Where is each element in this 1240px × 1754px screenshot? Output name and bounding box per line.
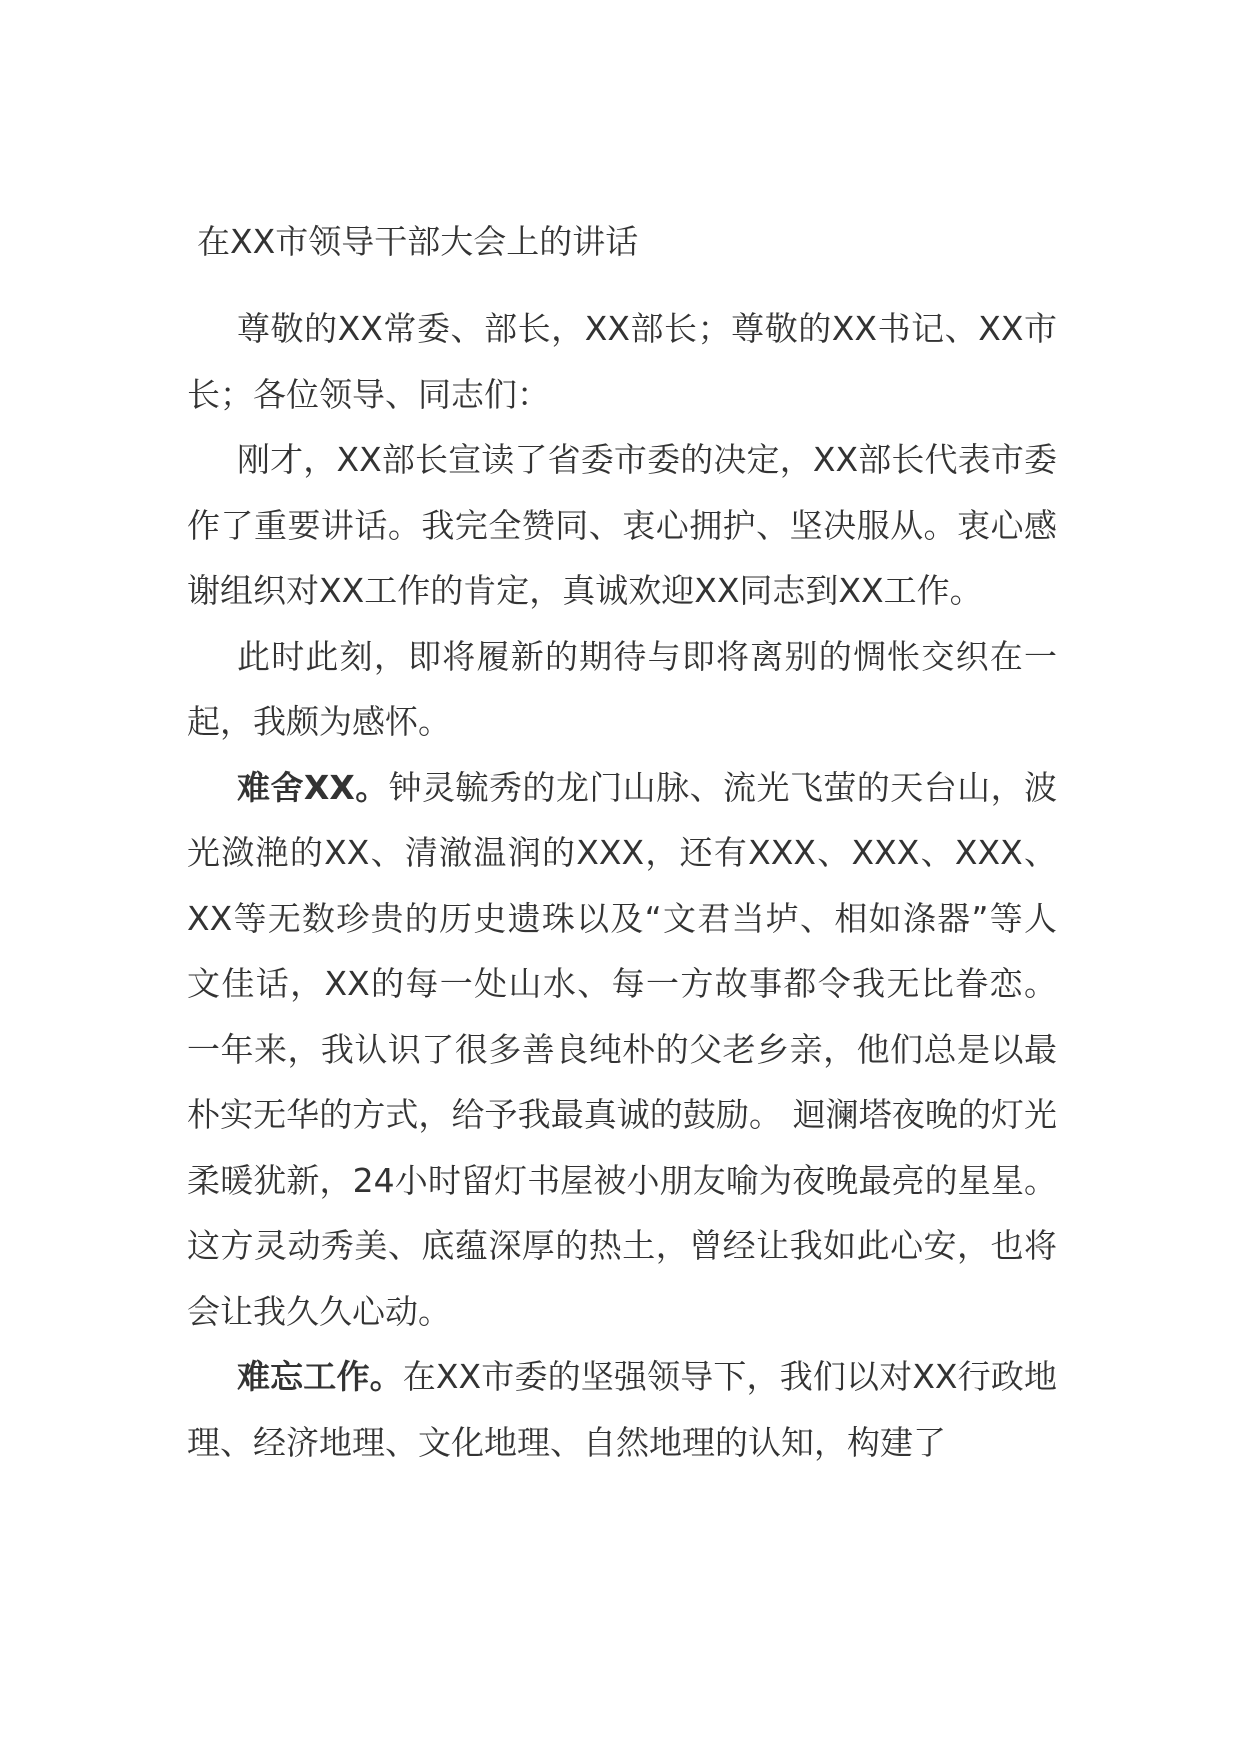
paragraph-text: 尊敬的XX常委、部长，XX部长；尊敬的XX书记、XX市长；各位领导、同志们： [187,309,1057,414]
paragraph-feelings [187,624,1057,755]
paragraph-text: 此时此刻，即将履新的期待与即将离别的惆怅交织在一起，我颇为感怀。 [187,636,1057,741]
paragraph-decision [187,427,1057,624]
paragraph-text: 在XX市委的坚强领导下，我们以对XX行政地理、经济地理、文化地理、自然地理的认知，构建了 [187,1357,1057,1462]
paragraph-hard-to-leave [187,755,1057,1345]
paragraph-salutation [187,296,1057,427]
document-body [187,296,1057,1475]
paragraph-lead: 难忘工作。 [237,1357,403,1396]
paragraph-lead: 难舍XX。 [237,767,389,807]
paragraph-text: 刚才，XX部长宣读了省委市委的决定，XX部长代表市委作了重要讲话。我完全赞同、衷心拥护、坚决服从。衷心感谢组织对XX工作的肯定，真诚欢迎XX同志到XX工作。 [187,440,1057,610]
paragraph-unforgettable-work [187,1344,1057,1475]
page-title: 在XX市领导干部大会上的讲话 [197,222,639,261]
paragraph-text: 钟灵毓秀的龙门山脉、流光飞萤的天台山，波光潋滟的XX、清澈温润的XXX，还有XXX、XXX、XXX、XX等无数珍贵的历史遗珠以及“文君当垆、相如涤器”等人文佳话，XX的每一处山水、每一方故事都令我无比眷恋。一年来，我认识了很多善良纯朴的父老乡亲，他们总是以最朴实无华的方式，给予我最真诚的鼓励。 迴澜塔夜晚的灯光柔暖犹新，24小时留灯书屋被小朋友喻为夜晚最亮的星星。这方灵动秀美、底蕴深厚的热土，曾经让我如此心安，也将会让我久久心动。 [187,767,1058,1331]
